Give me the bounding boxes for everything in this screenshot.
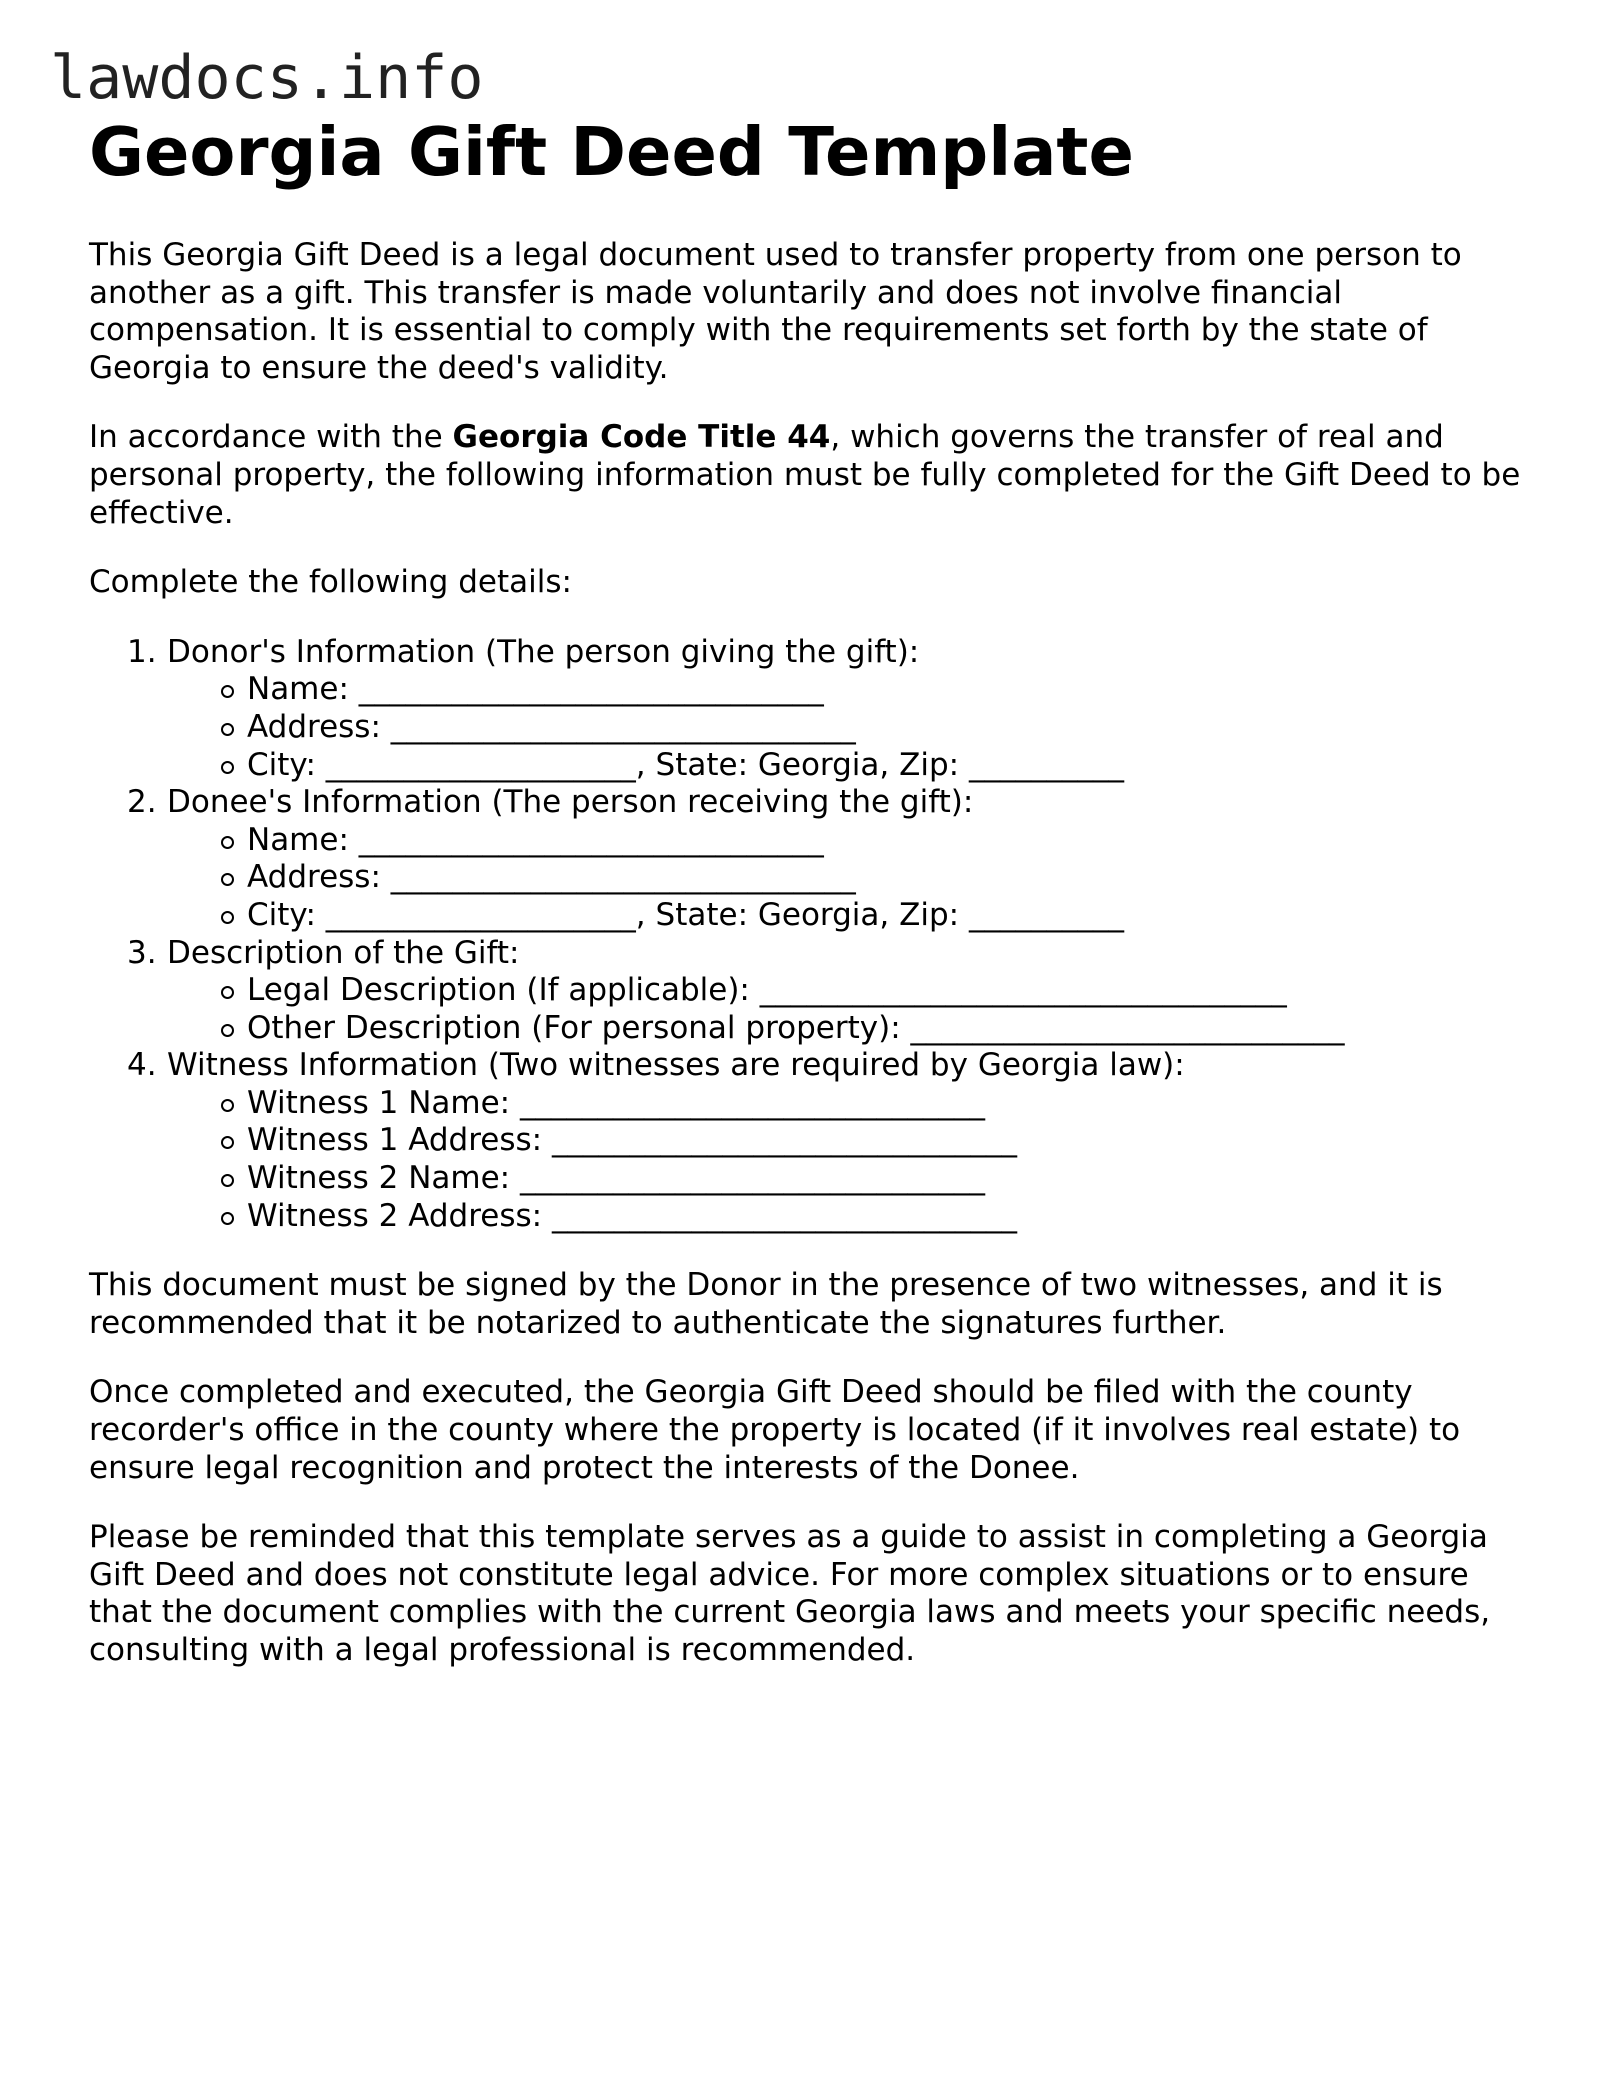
field-list [167, 972, 1529, 1047]
circle-bullet-icon [221, 1136, 234, 1149]
section-heading: Donor's Information (The person giving the gift): [167, 633, 920, 670]
section-gift-description [89, 935, 1529, 1048]
donor-name-field[interactable]: Name: ______________________________ [167, 671, 1529, 709]
filing-note: Once completed and executed, the Georgia Gift Deed should be filed with the county recorder's office in the county where the property is located (if it involves real estate) to ensure legal recognition and protect the interests of the Donee. [89, 1374, 1461, 1486]
circle-bullet-icon [221, 986, 234, 999]
page-title: Georgia Gift Deed Template [89, 113, 1134, 191]
circle-bullet-icon [221, 911, 234, 924]
accordance-suffix: , which governs the transfer of real and personal property, the following information must be fully completed for the Gift Deed to be effective. [89, 419, 1521, 531]
circle-bullet-icon [221, 1174, 234, 1187]
section-number: 3. [127, 934, 157, 971]
circle-bullet-icon [221, 723, 234, 736]
circle-bullet-icon [221, 836, 234, 849]
site-watermark: lawdocs.info [50, 43, 484, 113]
donee-city-field[interactable]: City: ____________________, State: Georgia, Zip: __________ [167, 897, 1529, 935]
section-heading: Witness Information (Two witnesses are required by Georgia law): [167, 1047, 1185, 1084]
circle-bullet-icon [221, 685, 234, 698]
complete-details-label: Complete the following details: [89, 564, 572, 601]
section-witness [89, 1047, 1529, 1235]
field-list [167, 822, 1529, 935]
section-heading: Description of the Gift: [167, 934, 520, 971]
witness-1-name-field[interactable]: Witness 1 Name: ______________________________ [167, 1085, 1529, 1123]
field-list [167, 671, 1529, 784]
details-list [89, 634, 1529, 1236]
section-heading: Donee's Information (The person receiving the gift): [167, 784, 974, 821]
legal-description-field[interactable]: Legal Description (If applicable): __________________________________ [167, 972, 1529, 1010]
section-donee [89, 784, 1529, 934]
code-title-reference: Georgia Code Title 44 [452, 419, 831, 456]
circle-bullet-icon [221, 1024, 234, 1037]
document-body [89, 112, 1529, 1670]
witness-1-address-field[interactable]: Witness 1 Address: ______________________________ [167, 1122, 1529, 1160]
witness-2-address-field[interactable]: Witness 2 Address: ______________________________ [167, 1198, 1529, 1236]
accordance-prefix: In accordance with the [89, 419, 453, 456]
donor-address-field[interactable]: Address: ______________________________ [167, 709, 1529, 747]
donee-address-field[interactable]: Address: ______________________________ [167, 859, 1529, 897]
circle-bullet-icon [221, 873, 234, 886]
other-description-field[interactable]: Other Description (For personal property): ____________________________ [167, 1010, 1529, 1048]
disclaimer: Please be reminded that this template serves as a guide to assist in completing a Georgia Gift Deed and does not constitute legal advice. For more complex situations or to ensure that the document complies with the current Georgia laws and meets your specific needs, consulting with a legal professional is recommended. [89, 1519, 1491, 1668]
donor-city-field[interactable]: City: ____________________, State: Georgia, Zip: __________ [167, 747, 1529, 785]
section-number: 1. [127, 633, 157, 670]
witness-2-name-field[interactable]: Witness 2 Name: ______________________________ [167, 1160, 1529, 1198]
circle-bullet-icon [221, 1212, 234, 1225]
donee-name-field[interactable]: Name: ______________________________ [167, 822, 1529, 860]
section-number: 2. [127, 784, 157, 821]
field-list [167, 1085, 1529, 1235]
intro-paragraph: This Georgia Gift Deed is a legal document used to transfer property from one person to another as a gift. This transfer is made voluntarily and does not involve financial compensation. It is essential to comply with the requirements set forth by the state of Georgia to ensure the deed's validity. [89, 237, 1462, 386]
circle-bullet-icon [221, 1099, 234, 1112]
circle-bullet-icon [221, 761, 234, 774]
section-donor [89, 634, 1529, 784]
accordance-paragraph [89, 419, 1529, 532]
section-number: 4. [127, 1047, 157, 1084]
signing-note: This document must be signed by the Donor in the presence of two witnesses, and it is recommended that it be notarized to authenticate the signatures further. [89, 1267, 1443, 1341]
